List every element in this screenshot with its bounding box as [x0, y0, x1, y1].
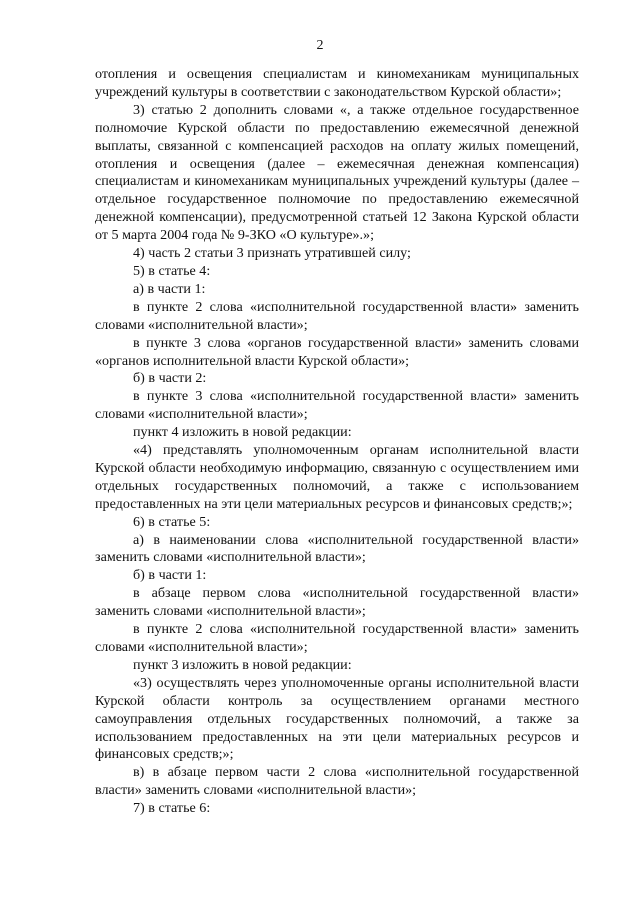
paragraph-item-5b: б) в части 2: [133, 370, 207, 387]
paragraph-item-4: 4) часть 2 статьи 3 признать утратившей силу; [133, 245, 411, 262]
paragraph-item-5b-p4: пункт 4 изложить в новой редакции: [133, 424, 352, 441]
paragraph-item-6b-abzac1: в абзаце первом слова «исполнительной государственной власти» заменить словами «исполнительной власти»; [95, 585, 579, 620]
paragraph-item-5b-p3: в пункте 3 слова «исполнительной государственной власти» заменить словами «исполнительной власти»; [95, 388, 579, 423]
paragraph-item-6b-p2: в пункте 2 слова «исполнительной государственной власти» заменить словами «исполнительной власти»; [95, 621, 579, 655]
paragraph-continuation: отопления и освещения специалистам и киномеханикам муниципальных учреждений культуры в соответствии с законодательством Курской области»; [95, 66, 579, 100]
paragraph-item-6v: в) в абзаце первом части 2 слова «исполнительной государственной власти» заменить словами «исполнительной власти»; [95, 764, 579, 799]
paragraph-item-3: 3) статью 2 дополнить словами «, а также отдельное государственное полномочие Курской области по предоставлению ежемесячной денежной выплаты, связанной с компенсацией расходов на оплату жилых помещений, отопления и освещения (далее – ежемесячная денежная компенсация) специалистам и киномеханикам муниципальных учреждений культуры (далее – отдельное государственное полномочие по предоставлению ежемесячной денежной компенсации), предусмотренной статьей 12 Закона Курской области от 5 марта 2004 года № 9-ЗКО «О культуре».»; [95, 101, 579, 244]
paragraph-item-6: 6) в статье 5: [133, 513, 211, 530]
paragraph-item-6b-p3: пункт 3 изложить в новой редакции: [133, 656, 352, 673]
paragraph-item-5a-p3: в пункте 3 слова «органов государственной власти» заменить словами «органов исполнительной власти Курской области»; [95, 334, 579, 369]
paragraph-item-7: 7) в статье 6: [133, 800, 211, 817]
paragraph-item-6a: а) в наименовании слова «исполнительной государственной власти» заменить словами «исполнительной власти»; [95, 531, 579, 566]
paragraph-item-5: 5) в статье 4: [133, 262, 211, 279]
paragraph-item-5a: а) в части 1: [133, 280, 206, 297]
paragraph-item-6b: б) в части 1: [133, 567, 207, 584]
paragraph-item-5a-p2: в пункте 2 слова «исполнительной государственной власти» заменить словами «исполнительной власти»; [95, 298, 579, 333]
paragraph-item-6b-p3-text: «3) осуществлять через уполномоченные органы исполнительной власти Курской области контроль за осуществлением органами местного самоуправления отдельных государственных полномочий, а также за использованием предоставленных на эти цели материальных ресурсов и финансовых средств;»; [95, 674, 579, 763]
paragraph-item-5b-p4-text: «4) представлять уполномоченным органам исполнительной власти Курской области необходимую информацию, связанную с осуществлением ими отдельных государственных полномочий, а также с использованием предоставленных на эти цели материальных ресурсов и финансовых средств;»; [95, 442, 579, 512]
page-number: 2 [316, 38, 324, 53]
document-body [95, 66, 579, 818]
